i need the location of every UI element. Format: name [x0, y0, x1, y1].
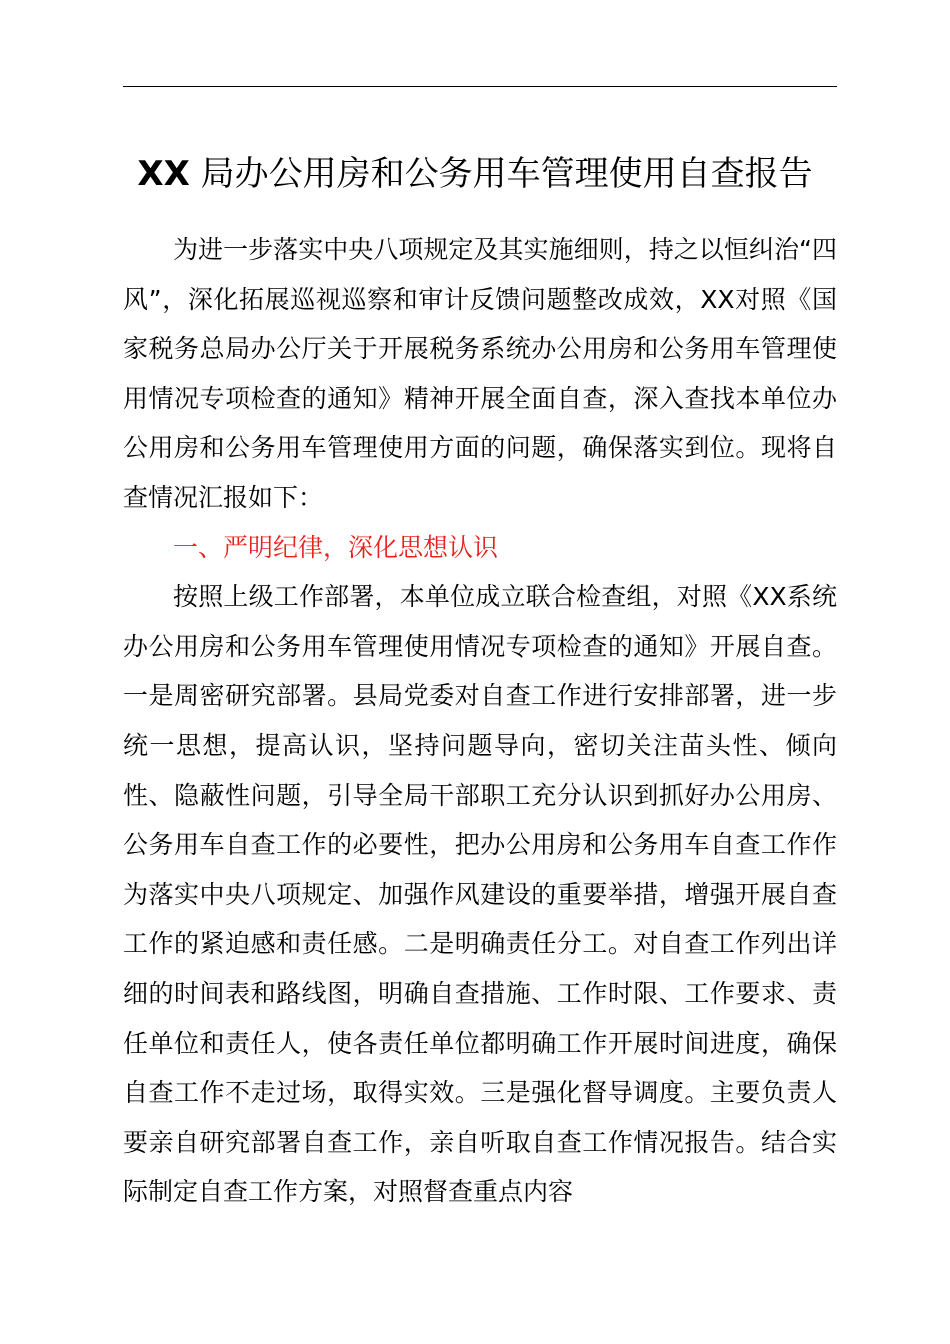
document-body	[123, 225, 837, 1217]
section-paragraph: 按照上级工作部署，本单位成立联合检查组，对照《XX系统办公用房和公务用车管理使用情况专项检查的通知》开展自查。一是周密研究部署。县局党委对自查工作进行安排部署，进一步统一思想，提高认识，坚持问题导向，密切关注苗头性、倾向性、隐蔽性问题，引导全局干部职工充分认识到抓好办公用房、公务用车自查工作的必要性，把办公用房和公务用车自查工作作为落实中央八项规定、加强作风建设的重要举措，增强开展自查工作的紧迫感和责任感。二是明确责任分工。对自查工作列出详细的时间表和路线图，明确自查措施、工作时限、工作要求、责任单位和责任人，使各责任单位都明确工作开展时间进度，确保自查工作不走过场，取得实效。三是强化督导调度。主要负责人要亲自研究部署自查工作，亲自听取自查工作情况报告。结合实际制定自查工作方案，对照督查重点内容	[123, 582, 837, 1207]
title-rest: 局办公用房和公务用车管理使用自查报告	[200, 154, 813, 194]
title-prefix: XX	[137, 154, 190, 194]
document-title	[0, 148, 950, 200]
intro-paragraph: 为进一步落实中央八项规定及其实施细则，持之以恒纠治“四风”，深化拓展巡视巡察和审计反馈问题整改成效，XX对照《国家税务总局办公厅关于开展税务系统办公用房和公务用车管理使用情况专项检查的通知》精神开展全面自查，深入查找本单位办公用房和公务用车管理使用方面的问题，确保落实到位。现将自查情况汇报如下：	[123, 235, 837, 512]
header-rule	[123, 86, 837, 87]
section-heading: 一、严明纪律，深化思想认识	[173, 532, 499, 562]
